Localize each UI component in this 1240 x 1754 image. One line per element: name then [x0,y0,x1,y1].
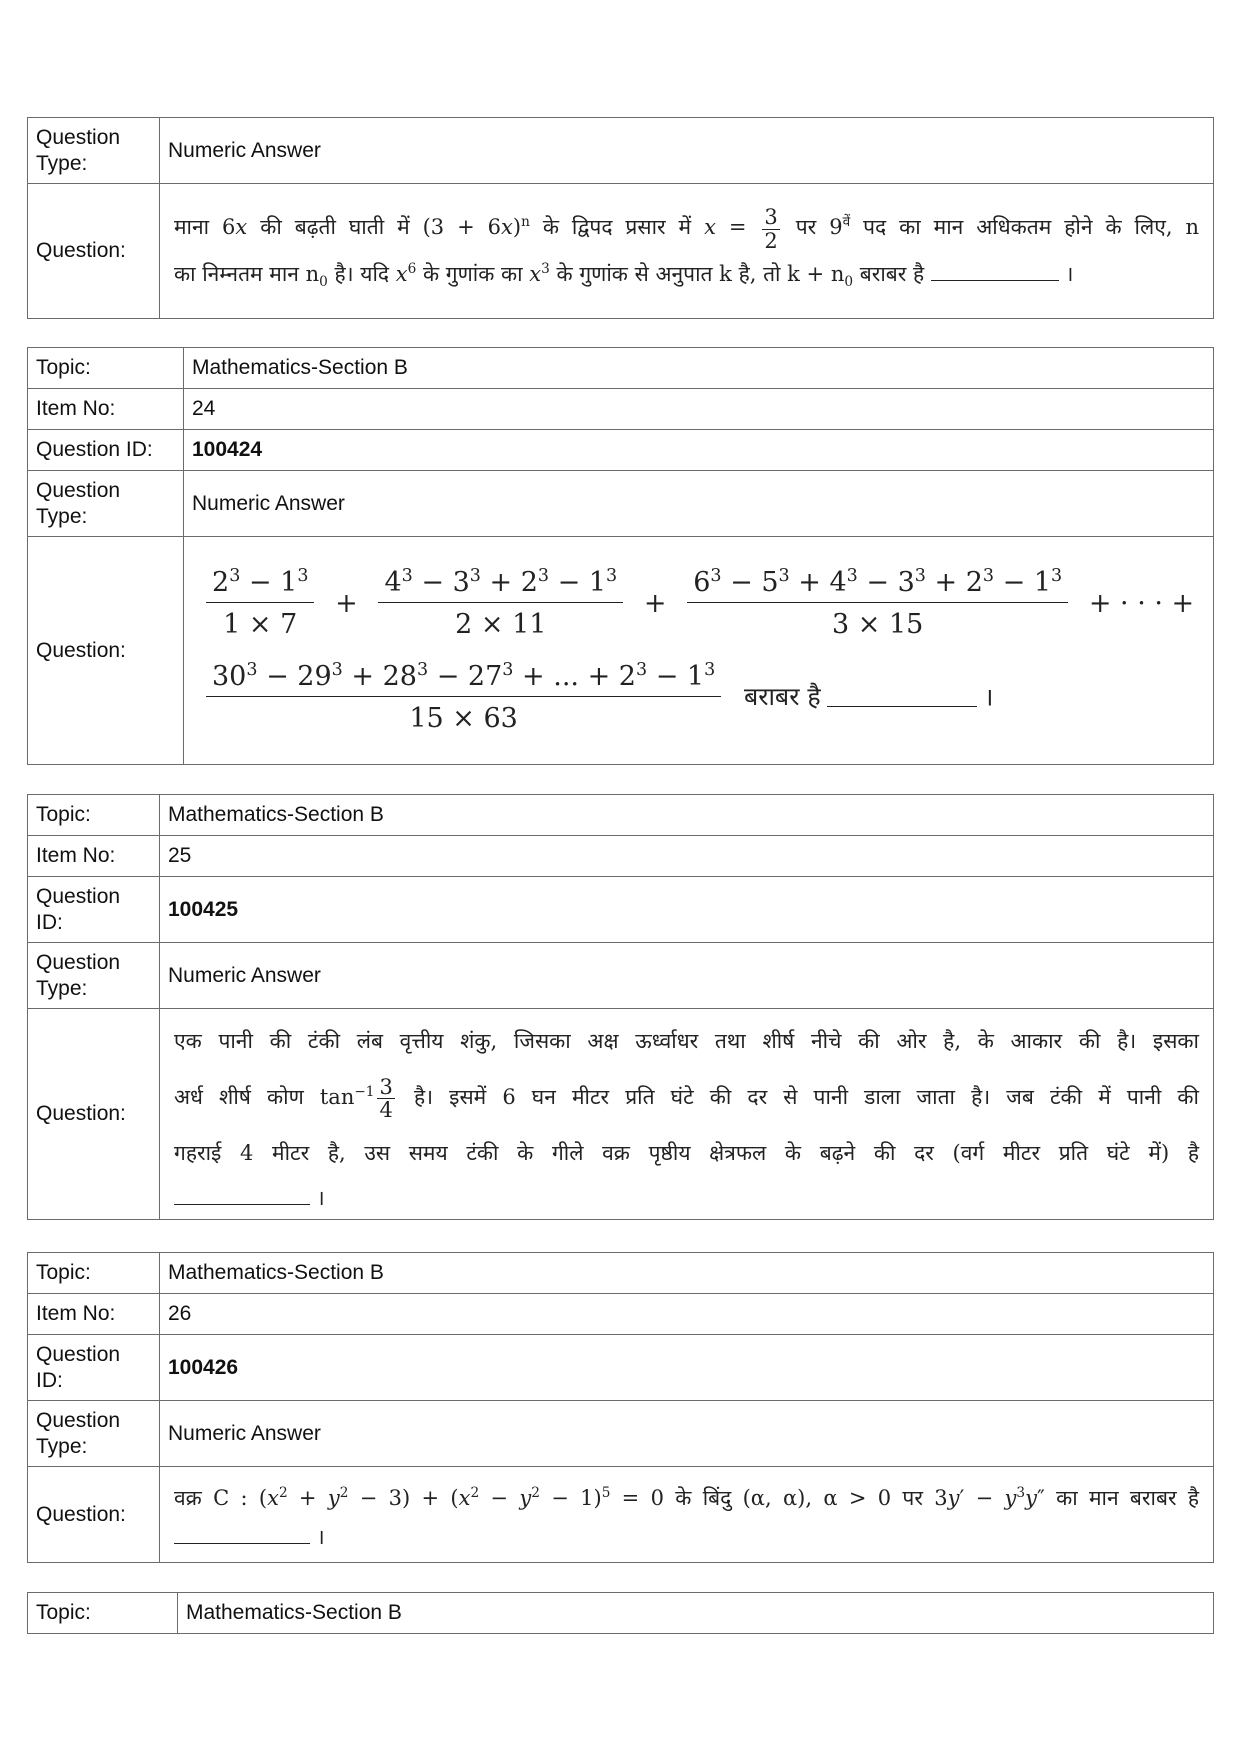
item-no-label: Item No: [28,1294,160,1335]
question-text-23: माना 6x की बढ़ती घाती में $(3 + 6x)^n$ के द्विपद प्रसार में x = $\frac{3}{2}$ पर $9^{वें}$ पद का मान अधिकतम होने के लिए, n का निम्नतम मान $n_0$ है। यदि $x^6$ के गुणांक का $x^3$ के गुणांक से अनुपात k है, तो $k + n_0$ बराबर है । [160,184,1214,319]
question-block-24 [27,347,1214,765]
answer-blank [827,688,977,707]
topic-label: Topic: [28,1253,160,1294]
topic-value: Mathematics-Section B [160,795,1214,836]
question-id-label: Question ID: [28,1335,160,1401]
question-text-26: वक्र C : $(x^2 + y^2 - 3) + (x^2 - y^2 - 1)^5 = 0$ के बिंदु (α, α), α > 0 पर $3y' - y^3y''$ का मान बराबर है । [160,1467,1214,1563]
item-no-label: Item No: [28,389,184,430]
series-first-terms: $\frac{2^3 - 1^3}{1 \times 7}$ + $\frac{4^3 - 3^3 + 2^3 - 1^3}{2 \times 11}$ + $\frac{6^3 - 5^3 + 4^3 - 3^3 + 2^3 - 1^3}{3 \times 15}$ + · · · + [200,565,1197,642]
question-type-label: Question Type: [28,943,160,1009]
item-no-label: Item No: [28,836,160,877]
question-text-24 [184,537,1214,765]
question-type-label: Question Type: [28,1401,160,1467]
question-type-value: Numeric Answer [160,118,1214,184]
question-type-value: Numeric Answer [160,943,1214,1009]
question-id-value: 100425 [160,877,1214,943]
question-id-label: Question ID: [28,877,160,943]
question-id-label: Question ID: [28,430,184,471]
question-label: Question: [28,184,160,319]
question-label: Question: [28,1467,160,1563]
question-label: Question: [28,537,184,765]
question-block-25 [27,794,1214,1220]
question-type-label: Question Type: [28,118,160,184]
topic-value: Mathematics-Section B [160,1253,1214,1294]
question-block-26 [27,1252,1214,1563]
answer-blank [174,1525,310,1544]
topic-value: Mathematics-Section B [184,348,1214,389]
question-type-value: Numeric Answer [184,471,1214,537]
fraction-3-over-2: $\frac{3}{2}$ [764,205,778,253]
topic-value: Mathematics-Section B [178,1593,1214,1634]
question-type-label: Question Type: [28,471,184,537]
fraction-3-over-4: $\frac{3}{4}$ [379,1074,393,1122]
item-no-value: 26 [160,1294,1214,1335]
question-text-25: एक पानी की टंकी लंब वृत्तीय शंकु, जिसका अक्ष ऊर्ध्वाधर तथा शीर्ष नीचे की ओर है, के आकार की है। इसका अर्ध शीर्ष कोण $\tan^{-1}$ $\frac{3}{4}$ है। इसमें 6 घन मीटर प्रति घंटे की दर से पानी डाला जाता है। जब टंकी में पानी की गहराई 4 मीटर है, उस समय टंकी के गीले वक्र पृष्ठीय क्षेत्रफल के बढ़ने की दर (वर्ग मीटर प्रति घंटे में) है । [160,1009,1214,1220]
answer-blank [931,262,1059,281]
term-2: $\frac{4^3 - 3^3 + 2^3 - 1^3}{2 \times 11}$ [378,565,623,642]
question-type-value: Numeric Answer [160,1401,1214,1467]
topic-label: Topic: [28,348,184,389]
term-1: $\frac{2^3 - 1^3}{1 \times 7}$ [206,565,314,642]
topic-label: Topic: [28,1593,178,1634]
question-id-value: 100424 [184,430,1214,471]
question-label: Question: [28,1009,160,1220]
item-no-value: 24 [184,389,1214,430]
term-3: $\frac{6^3 - 5^3 + 4^3 - 3^3 + 2^3 - 1^3}{3 \times 15}$ [687,565,1068,642]
question-block-27 [27,1592,1214,1634]
question-id-value: 100426 [160,1335,1214,1401]
term-15: $\frac{30^3 - 29^3 + 28^3 - 27^3 + ... + 2^3 - 1^3}{15 \times 63}$ [206,659,721,736]
topic-label: Topic: [28,795,160,836]
answer-blank [174,1186,310,1205]
series-last-term: $\frac{30^3 - 29^3 + 28^3 - 27^3 + ... + 2^3 - 1^3}{15 \times 63}$ बराबर है । [200,659,1197,736]
question-block-23 [27,117,1214,319]
item-no-value: 25 [160,836,1214,877]
